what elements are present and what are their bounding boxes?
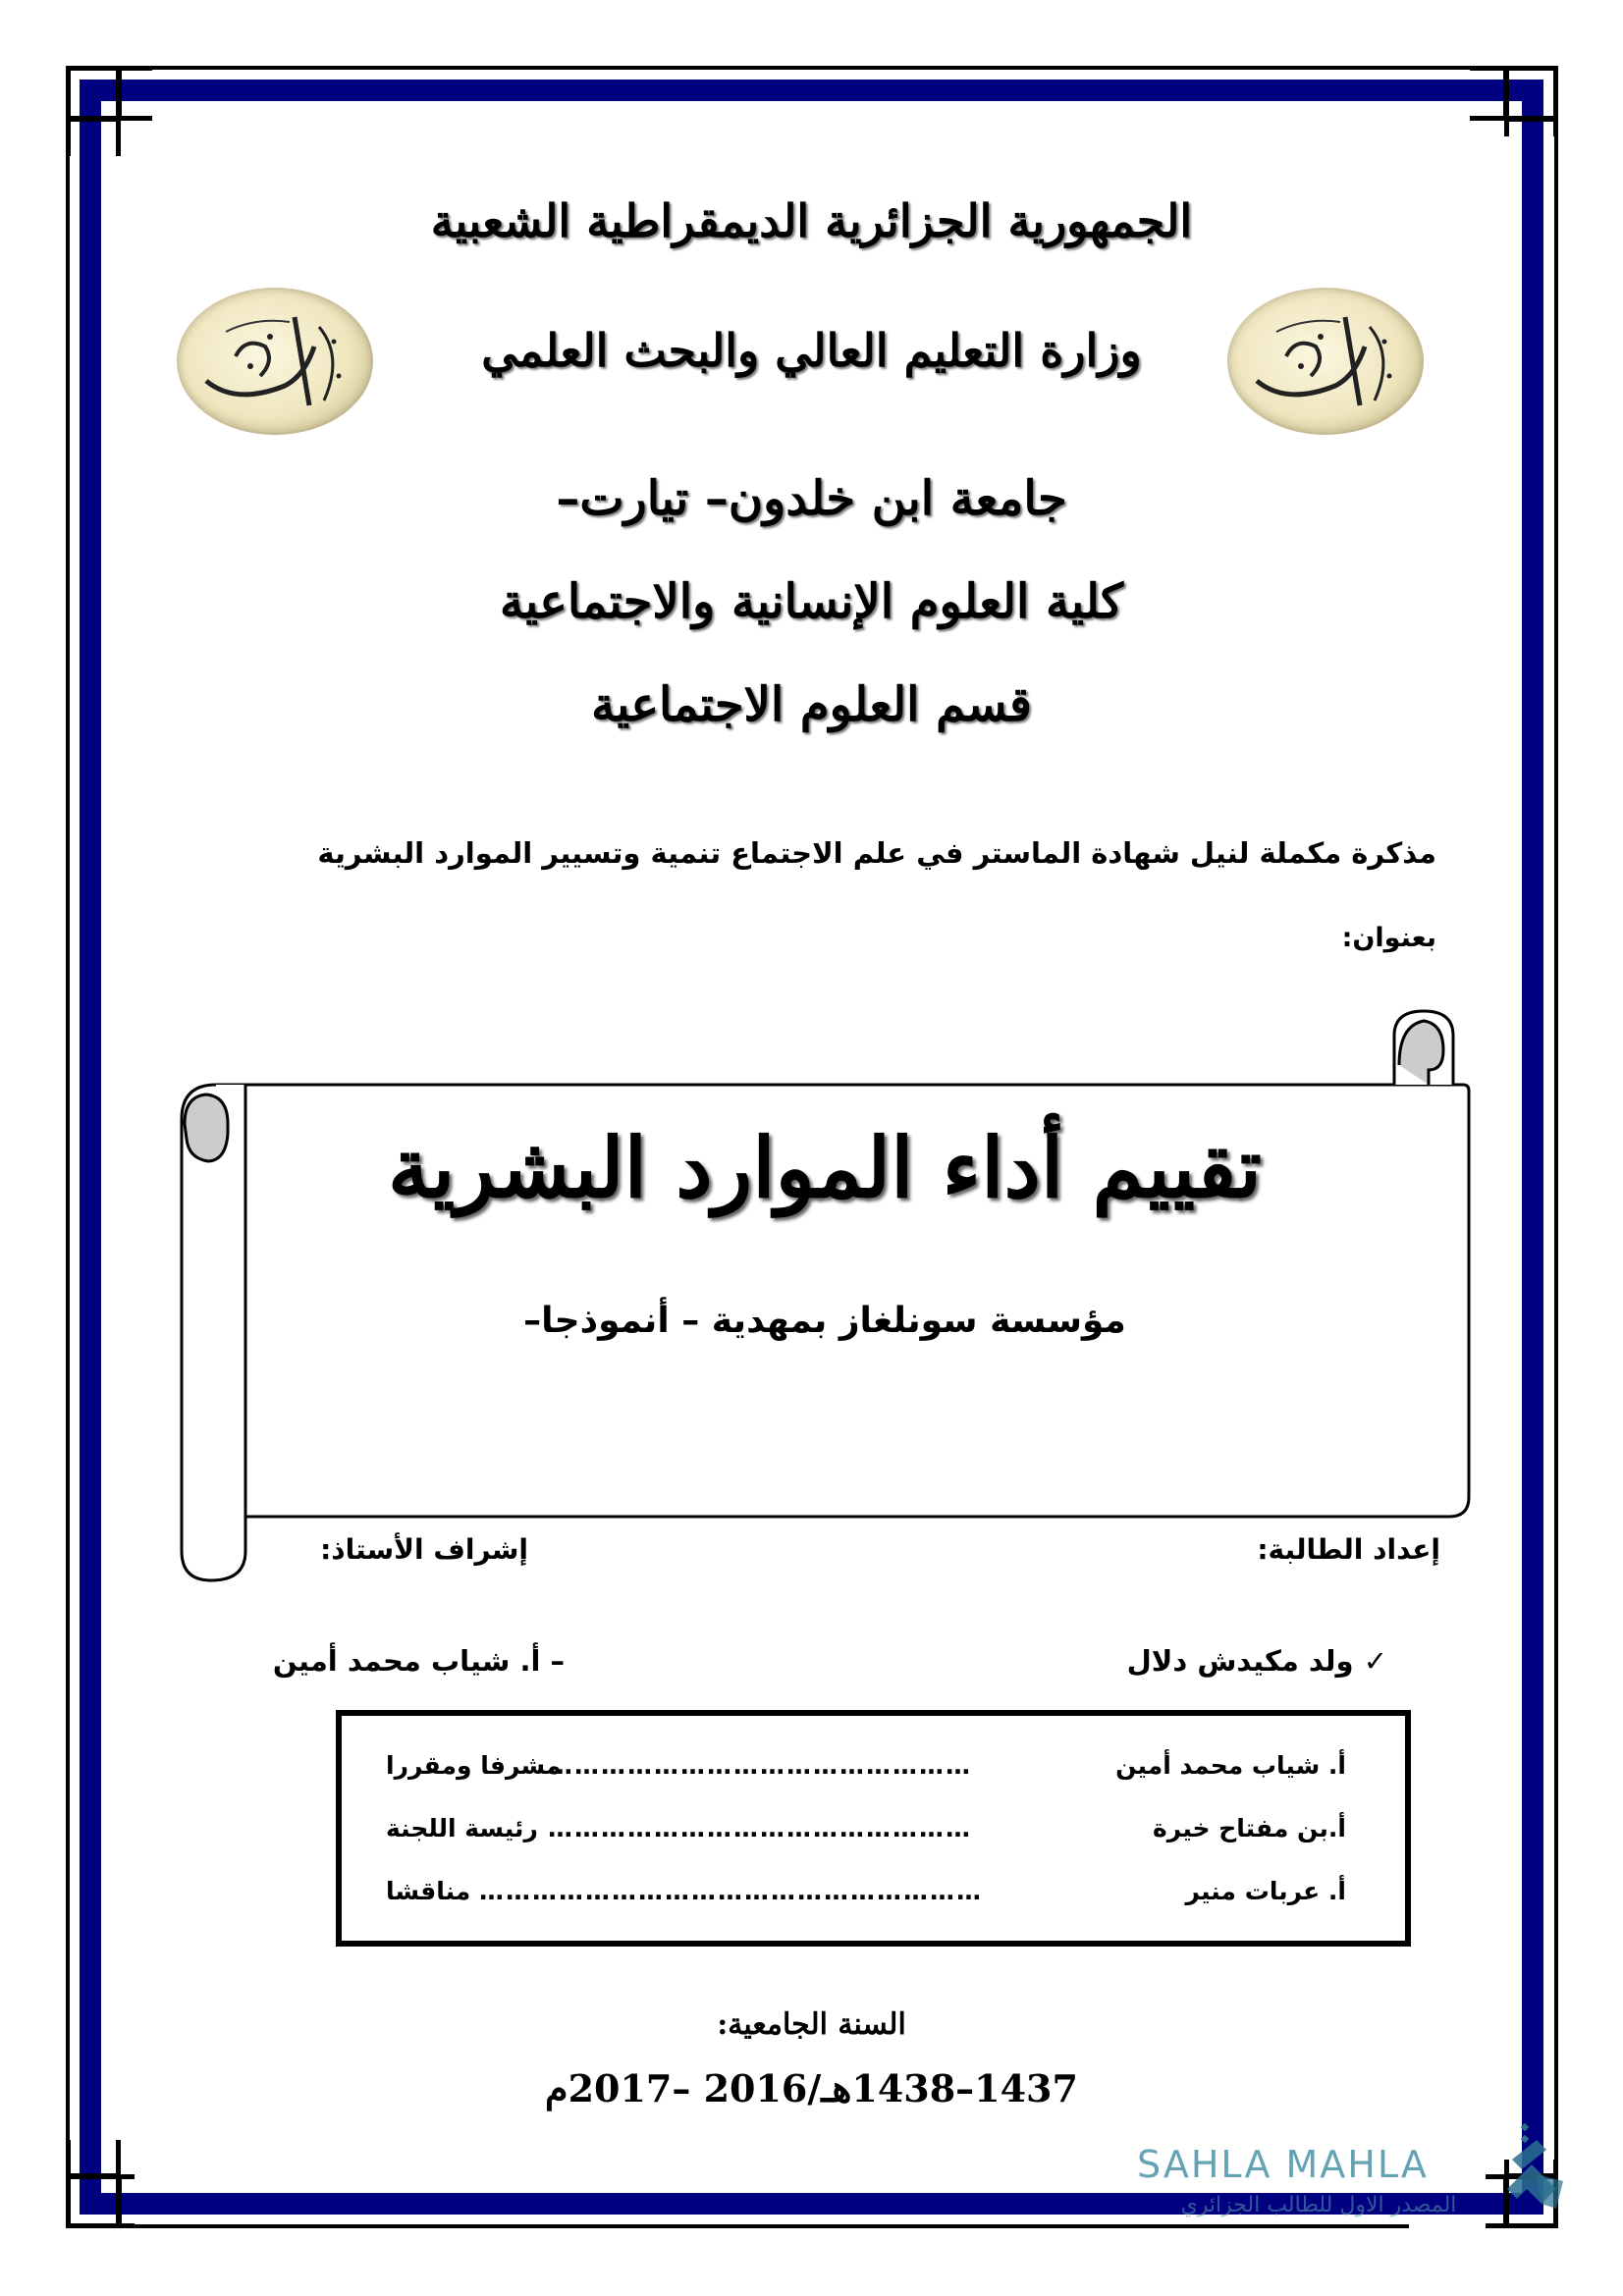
- leader-dots: …………………………………………: [548, 1751, 972, 1780]
- student-name: ولد مكيدش دلال: [1126, 1644, 1354, 1678]
- frame-line-left: [66, 150, 70, 2143]
- corner-knot-bl-a: [66, 2174, 121, 2228]
- frame-line-right: [1554, 133, 1558, 2174]
- committee-member-role: مشرفا ومقررا: [386, 1751, 562, 1780]
- title-label: بعنوان:: [1341, 923, 1436, 953]
- corner-knot-bl-c: [117, 2174, 135, 2228]
- committee-box: [336, 1710, 1411, 1947]
- thesis-subtitle: مؤسسة سونلغاز بمهدية – أنموذجا–: [523, 1301, 1126, 1341]
- corner-knot-tl-b: [66, 117, 121, 156]
- faculty-name: كلية العلوم الإنسانية والاجتماعية: [500, 574, 1123, 629]
- watermark-brand: SAHLA MAHLA: [1137, 2143, 1429, 2186]
- frame-band-right: [1522, 80, 1543, 2215]
- corner-knot-bl-b: [66, 2140, 121, 2178]
- university-logo-right: [1227, 288, 1424, 435]
- student-entry: [1127, 1644, 1387, 1678]
- leader-dots: …………………………………………: [548, 1814, 972, 1842]
- committee-member-name: أ. عربات منير: [1185, 1877, 1346, 1905]
- supervisor-name: – أ. شياب محمد أمين: [272, 1644, 565, 1678]
- corner-knot-tl-c: [117, 66, 152, 121]
- department-name: قسم العلوم الاجتماعية: [591, 677, 1032, 732]
- check-icon: ✓: [1363, 1644, 1387, 1678]
- university-name: جامعة ابن خلدون– تيارت–: [556, 471, 1067, 526]
- committee-member-name: أ.بن مفتاح خيرة: [1153, 1814, 1346, 1842]
- frame-band-left: [80, 80, 101, 2215]
- corner-knot-tl-a: [66, 66, 121, 121]
- ministry-heading: وزارة التعليم العالي والبحث العلمي: [481, 324, 1142, 377]
- frame-line-bottom: [133, 2224, 1409, 2228]
- academic-year-label: السنة الجامعية:: [717, 2007, 906, 2042]
- corner-knot-tr-a: [1504, 66, 1558, 121]
- republic-heading: الجمهورية الجزائرية الديمقراطية الشعبية: [430, 194, 1193, 247]
- sahla-mahla-logo-icon: [1502, 2120, 1571, 2218]
- scroll-shape-icon: [167, 1006, 1483, 1585]
- student-label: إعداد الطالبة:: [1257, 1533, 1440, 1566]
- committee-member-role: رئيسة اللجنة: [386, 1814, 538, 1842]
- committee-member-role: مناقشا: [386, 1877, 471, 1905]
- leader-dots: …………………………………………………: [479, 1877, 983, 1905]
- corner-knot-tr-b: [1470, 66, 1508, 121]
- frame-band-top: [80, 80, 1543, 101]
- watermark-tagline: المصدر الاول للطالب الجزائري: [1180, 2193, 1457, 2217]
- academic-year-value: 1437–1438هـ/2016 –2017م: [545, 2066, 1078, 2110]
- memo-description: مذكرة مكملة لنيل شهادة الماستر في علم الاجتماع تنمية وتسيير الموارد البشرية: [317, 836, 1436, 870]
- frame-line-top: [150, 66, 1472, 70]
- committee-member-name: أ. شياب محمد أمين: [1115, 1751, 1346, 1780]
- supervisor-label: إشراف الأستاذ:: [320, 1533, 528, 1566]
- thesis-title: تقييم أداء الموارد البشرية: [388, 1119, 1262, 1216]
- calligraphy-emblem-icon: [1227, 288, 1424, 435]
- corner-knot-tr-c: [1504, 117, 1558, 136]
